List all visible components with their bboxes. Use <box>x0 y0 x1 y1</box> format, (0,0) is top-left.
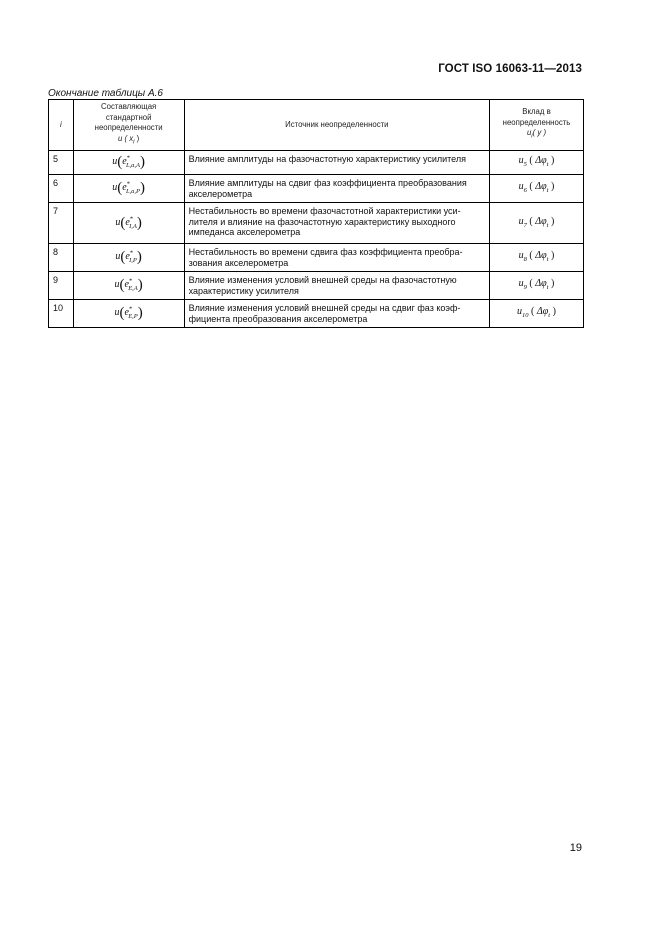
uncertainty-table <box>48 99 584 328</box>
contribution-formula: $u_9$ ( $\Delta\varphi_t$ ) <box>518 278 555 292</box>
table-row <box>49 244 584 272</box>
table-header-row <box>49 100 584 151</box>
table-row <box>49 175 584 203</box>
row-source: Влияние изменения условий внешней среды на фазочастотную характеристику усилителя <box>184 272 489 300</box>
row-index: 5 <box>49 150 74 175</box>
row-component <box>73 203 184 244</box>
component-formula: $u(e^*_{I,A})$ <box>115 214 142 231</box>
table-row <box>49 150 584 175</box>
row-source: Влияние амплитуды на сдвиг фаз коэффициента преобразования акселерометра <box>184 175 489 203</box>
header-contribution-line1: Вклад в <box>522 107 551 117</box>
row-source: Нестабильность во времени фазочастотной характеристики уси-лителя и влияние на фазочастотную характеристику выходного импеданса акселерометра <box>184 203 489 244</box>
row-index: 9 <box>49 272 74 300</box>
component-formula: $u(e^*_{L,a,A})$ <box>112 153 146 170</box>
row-component <box>73 300 184 328</box>
component-formula: $u(e^*_{I,P})$ <box>115 249 142 266</box>
row-source: Влияние изменения условий внешней среды на сдвиг фаз коэф-фициента преобразования акселерометра <box>184 300 489 328</box>
table-row <box>49 203 584 244</box>
row-contribution <box>490 203 584 244</box>
row-contribution <box>490 175 584 203</box>
row-component <box>73 150 184 175</box>
row-index: 6 <box>49 175 74 203</box>
table-row <box>49 300 584 328</box>
header-contribution <box>490 100 584 151</box>
row-index: 10 <box>49 300 74 328</box>
page-number: 19 <box>569 842 582 854</box>
row-contribution <box>490 150 584 175</box>
header-component-symbol: u ( $x_i$ ) <box>118 133 140 146</box>
row-contribution <box>490 272 584 300</box>
row-index: 7 <box>49 203 74 244</box>
header-index: i <box>49 100 74 151</box>
row-component <box>73 175 184 203</box>
contribution-formula: $u_5$ ( $\Delta\varphi_t$ ) <box>518 154 555 168</box>
header-component-line1: Составляющая <box>101 102 157 111</box>
table-body <box>49 150 584 328</box>
row-contribution <box>490 300 584 328</box>
contribution-formula: $u_{10}$ ( $\Delta\varphi_t$ ) <box>517 306 556 320</box>
row-contribution <box>490 244 584 272</box>
table-row <box>49 272 584 300</box>
contribution-formula: $u_8$ ( $\Delta\varphi_t$ ) <box>518 250 555 264</box>
component-formula: $u(e^*_{E,A})$ <box>114 277 143 294</box>
header-component-line2: стандартной <box>105 112 152 122</box>
component-formula: $u(e^*_{E,P})$ <box>114 305 143 322</box>
header-source: Источник неопределенности <box>184 100 489 151</box>
header-contribution-symbol: $u_i$( y ) <box>526 128 547 140</box>
row-component <box>73 244 184 272</box>
header-component-line3: неопределенности <box>94 123 163 132</box>
standard-designation: ГОСТ ISO 16063-11—2013 <box>438 63 582 75</box>
component-formula: $u(e^*_{L,a,P})$ <box>112 180 146 197</box>
row-component <box>73 272 184 300</box>
row-index: 8 <box>49 244 74 272</box>
table-caption: Окончание таблицы А.6 <box>48 88 163 99</box>
row-source: Влияние амплитуды на фазочастотную характеристику усилителя <box>184 150 489 175</box>
row-source: Нестабильность во времени сдвига фаз коэффициента преобра-зования акселерометра <box>184 244 489 272</box>
contribution-formula: $u_7$ ( $\Delta\varphi_t$ ) <box>518 215 555 229</box>
contribution-formula: $u_6$ ( $\Delta\varphi_t$ ) <box>518 181 555 195</box>
header-component <box>73 100 184 151</box>
header-contribution-line2: неопределенность <box>502 117 571 127</box>
